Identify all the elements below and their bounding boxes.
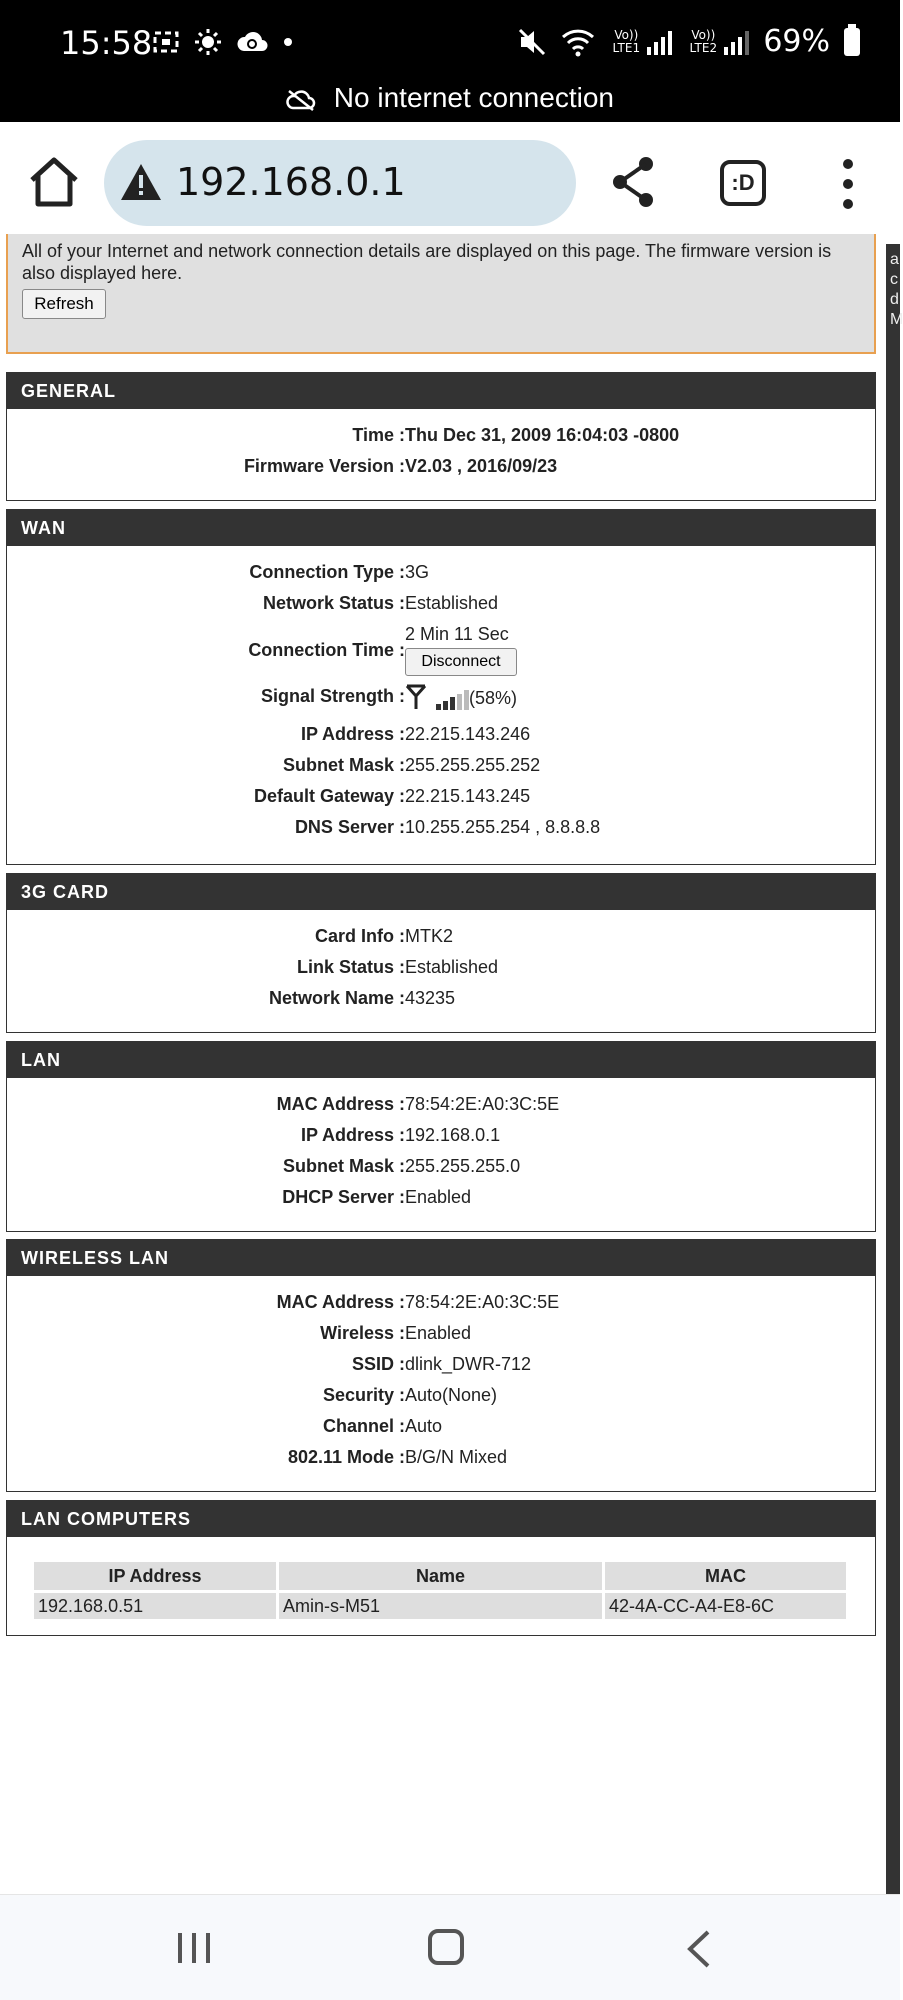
ssid-label: SSID :	[351, 1354, 405, 1374]
header-mac: MAC	[605, 1562, 846, 1590]
lan-title: LAN	[7, 1042, 875, 1078]
dns-label: DNS Server :	[294, 817, 405, 837]
more-options-icon[interactable]	[838, 156, 858, 212]
lan-ip-value: 192.168.0.1	[405, 1125, 501, 1145]
refresh-button[interactable]: Refresh	[22, 289, 106, 319]
channel-row	[7, 1414, 875, 1438]
dhcp-row	[7, 1185, 875, 1209]
lan-ip-row	[7, 1123, 875, 1147]
wan-title: WAN	[7, 510, 875, 546]
general-title: GENERAL	[7, 373, 875, 409]
lan-mac-row	[7, 1092, 875, 1116]
gateway-value: 22.215.143.245	[405, 786, 531, 806]
card-info-row	[7, 924, 875, 948]
wan-subnet-row	[7, 753, 875, 777]
network-name-label: Network Name :	[268, 988, 405, 1008]
lan-computers-table	[31, 1559, 849, 1622]
battery-icon	[844, 28, 860, 56]
dhcp-label: DHCP Server :	[282, 1187, 405, 1207]
signal-strength-label: Signal Strength :	[261, 686, 405, 706]
signal-strength-value: (58%)	[469, 688, 518, 708]
signal-strength-row	[7, 684, 875, 714]
lan-computers-title: LAN COMPUTERS	[7, 1501, 875, 1537]
cloud-sync-icon	[236, 29, 268, 55]
mode-label: 802.11 Mode :	[287, 1447, 405, 1467]
battery-percent: 69%	[763, 24, 830, 59]
lan-mac-label: MAC Address :	[276, 1094, 405, 1114]
signal-bar	[450, 697, 455, 710]
channel-value: Auto	[405, 1416, 443, 1436]
ssid-row	[7, 1352, 875, 1376]
link-status-row	[7, 955, 875, 979]
mode-value: B/G/N Mixed	[405, 1447, 508, 1467]
wan-ip-label: IP Address :	[300, 724, 405, 744]
lan-subnet-label: Subnet Mask :	[282, 1156, 405, 1176]
wan-subnet-value: 255.255.255.252	[405, 755, 541, 775]
mode-row	[7, 1445, 875, 1469]
security-value: Auto(None)	[405, 1385, 498, 1405]
gateway-row	[7, 784, 875, 808]
security-label: Security :	[322, 1385, 405, 1405]
wlan-mac-label: MAC Address :	[276, 1292, 405, 1312]
wireless-value: Enabled	[405, 1323, 472, 1343]
share-icon[interactable]	[608, 152, 658, 212]
dot-icon	[282, 36, 294, 48]
lan-computers-section	[6, 1500, 876, 1636]
wireless-lan-title: WIRELESS LAN	[7, 1240, 875, 1276]
nav-home-icon[interactable]	[428, 1929, 464, 1965]
lan-ip-label: IP Address :	[300, 1125, 405, 1145]
row-name: Amin-s-M51	[279, 1593, 602, 1619]
row-ip: 192.168.0.51	[34, 1593, 276, 1619]
table-row	[34, 1593, 846, 1619]
status-left-icons	[152, 28, 294, 56]
intro-text: All of your Internet and network connection details are displayed on this page. The firmware version is also displayed here.	[22, 241, 832, 283]
network-name-value: 43235	[405, 988, 456, 1008]
dhcp-value: Enabled	[405, 1187, 472, 1207]
system-nav-bar	[0, 1894, 900, 2000]
time-value: Thu Dec 31, 2009 16:04:03 -0800	[405, 425, 680, 445]
3g-card-section	[6, 873, 876, 1033]
card-info-value: MTK2	[405, 926, 454, 946]
wireless-lan-section	[6, 1239, 876, 1492]
warning-icon[interactable]	[120, 162, 162, 202]
browser-toolbar	[0, 122, 900, 244]
lan-subnet-row	[7, 1154, 875, 1178]
ssid-value: dlink_DWR-712	[405, 1354, 532, 1374]
url-bar[interactable]	[104, 140, 576, 226]
web-page	[0, 241, 886, 1894]
firmware-row	[7, 454, 875, 478]
card-info-label: Card Info :	[315, 926, 405, 946]
url-text[interactable]: 192.168.0.1	[176, 160, 406, 204]
cloud-off-icon	[286, 89, 316, 111]
link-status-label: Link Status :	[296, 957, 405, 977]
link-status-value: Established	[405, 957, 499, 977]
firmware-value: V2.03 , 2016/09/23	[405, 456, 558, 476]
wlan-mac-row	[7, 1290, 875, 1314]
status-right-icons	[517, 24, 860, 59]
wifi-icon	[561, 27, 595, 57]
wan-ip-row	[7, 722, 875, 746]
disconnect-button[interactable]: Disconnect	[405, 648, 517, 676]
lan-mac-value: 78:54:2E:A0:3C:5E	[405, 1094, 560, 1114]
network-name-row	[7, 986, 875, 1010]
dns-value: 10.255.255.254 , 8.8.8.8	[405, 817, 601, 837]
connection-time-label: Connection Time :	[248, 640, 405, 660]
lte2-label: Vo)) LTE2	[689, 27, 718, 55]
antenna-icon	[405, 684, 427, 710]
network-status-value: Established	[405, 593, 499, 613]
status-time: 15:58	[60, 24, 153, 62]
lte2-signal	[686, 29, 749, 55]
header-name: Name	[279, 1562, 602, 1590]
connection-type-row	[7, 560, 875, 584]
lan-subnet-value: 255.255.255.0	[405, 1156, 521, 1176]
adjacent-panel-text: a c d M	[890, 251, 903, 328]
connection-time-value: 2 Min 11 Sec	[405, 624, 509, 644]
firmware-label: Firmware Version :	[243, 456, 405, 476]
gateway-label: Default Gateway :	[253, 786, 405, 806]
security-row	[7, 1383, 875, 1407]
no-connection-notice	[0, 82, 900, 114]
connection-time-row	[7, 622, 875, 680]
wan-subnet-label: Subnet Mask :	[282, 755, 405, 775]
signal-bar	[443, 701, 448, 711]
tab-switcher-button[interactable]: :D	[720, 160, 766, 206]
status-bar	[0, 0, 900, 122]
no-connection-text: No internet connection	[333, 82, 614, 113]
lte1-signal	[609, 29, 672, 55]
back-icon[interactable]	[684, 1929, 714, 1969]
time-label: Time :	[352, 425, 405, 445]
signal-bar	[436, 704, 441, 710]
wireless-row	[7, 1321, 875, 1345]
table-header-row	[34, 1562, 846, 1590]
wan-ip-value: 22.215.143.246	[405, 724, 531, 744]
home-icon[interactable]	[26, 154, 82, 210]
connection-type-value: 3G	[405, 562, 430, 582]
lan-section	[6, 1041, 876, 1232]
row-mac: 42-4A-CC-A4-E8-6C	[605, 1593, 846, 1619]
intro-box	[6, 234, 876, 354]
network-status-row	[7, 591, 875, 615]
signal-bars	[436, 690, 469, 710]
time-row	[7, 423, 875, 447]
brightness-icon	[194, 28, 222, 56]
general-section	[6, 372, 876, 501]
network-status-label: Network Status :	[262, 593, 405, 613]
lte1-label: Vo)) LTE1	[612, 27, 641, 55]
screenshot-icon	[152, 29, 180, 55]
dns-row	[7, 815, 875, 839]
recent-apps-icon[interactable]	[176, 1931, 212, 1965]
wan-section	[6, 509, 876, 865]
mute-icon	[517, 27, 547, 57]
adjacent-panel-edge	[886, 244, 903, 1894]
channel-label: Channel :	[322, 1416, 405, 1436]
wlan-mac-value: 78:54:2E:A0:3C:5E	[405, 1292, 560, 1312]
header-ip: IP Address	[34, 1562, 276, 1590]
wireless-label: Wireless :	[320, 1323, 405, 1343]
signal-bar	[457, 694, 462, 711]
3g-card-title: 3G CARD	[7, 874, 875, 910]
connection-type-label: Connection Type :	[249, 562, 405, 582]
signal-strength-display	[405, 684, 517, 710]
